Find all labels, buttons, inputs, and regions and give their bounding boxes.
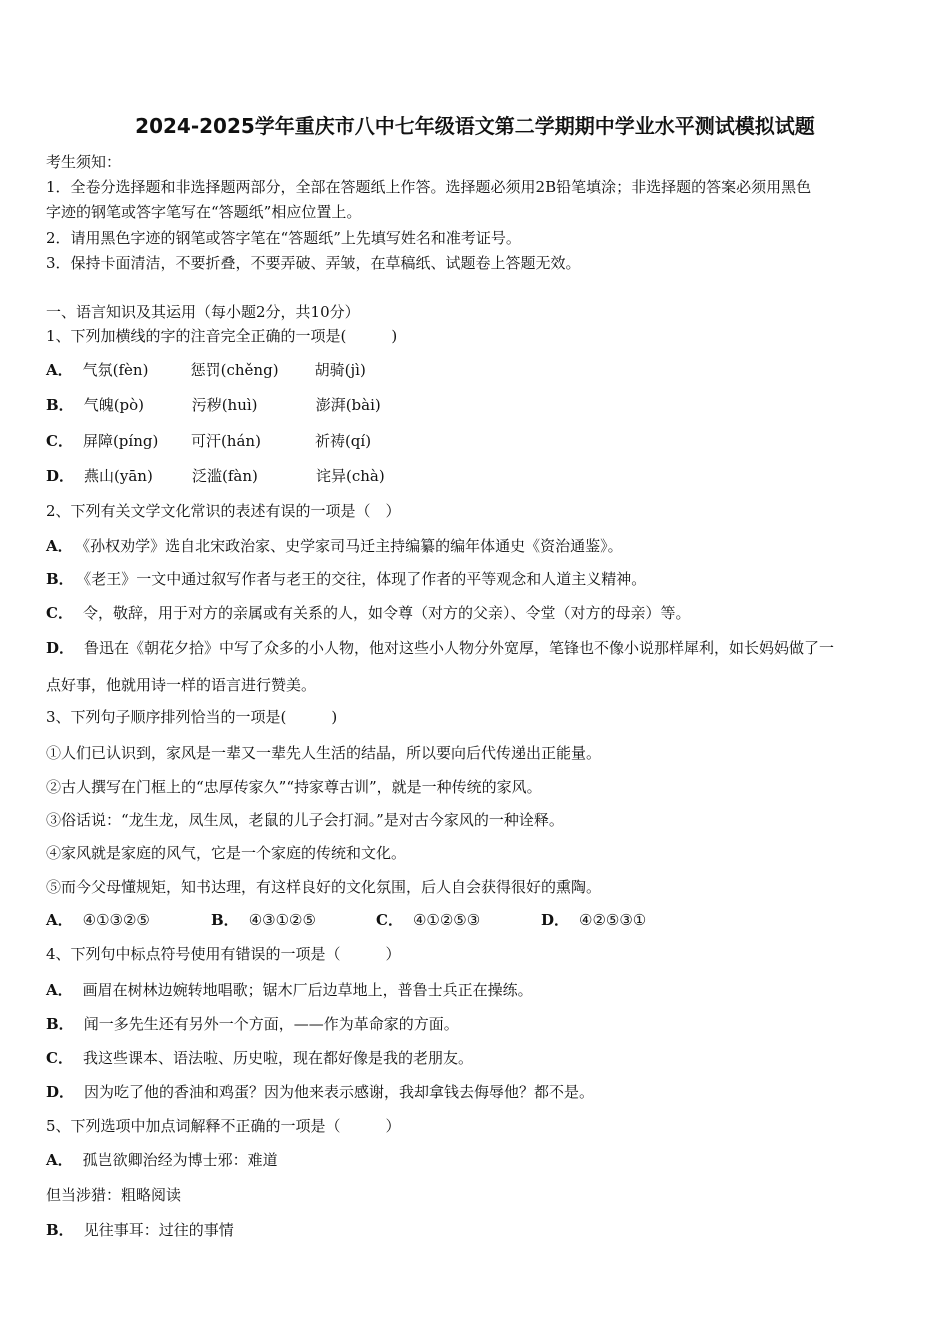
option-text: 见往事耳：过往的事情 bbox=[83, 1221, 234, 1239]
option-label: A． bbox=[46, 911, 73, 929]
option-row bbox=[46, 1185, 181, 1205]
option-row bbox=[46, 980, 533, 1000]
option-item: 祈祷(qí) bbox=[314, 432, 372, 450]
option-item: 诧异(chà) bbox=[316, 467, 385, 485]
option-item: 可汗(hán) bbox=[190, 432, 261, 450]
option-label: B． bbox=[46, 1015, 74, 1033]
option-label: C． bbox=[46, 604, 73, 622]
question-stem: 3、下列句子顺序排列恰当的一项是( ) bbox=[46, 708, 338, 726]
notice-item: 2．请用黑色字迹的钢笔或答字笔在“答题纸”上先填写姓名和准考证号。 bbox=[46, 229, 521, 247]
option-label: A． bbox=[46, 1151, 73, 1169]
sentence: ②古人撰写在门框上的“忠厚传家久”“持家尊古训”，就是一种传统的家风。 bbox=[46, 778, 542, 796]
option-label: D． bbox=[46, 639, 75, 657]
question-stem: 2、下列有关文学文化常识的表述有误的一项是（ ） bbox=[46, 502, 401, 520]
option-text: 《孙权劝学》选自北宋政治家、史学家司马迁主持编纂的编年体通史《资治通鉴》。 bbox=[82, 537, 623, 555]
option-text: ④③①②⑤ bbox=[248, 911, 316, 929]
option-label: D． bbox=[541, 911, 570, 929]
notice-heading: 考生须知： bbox=[46, 153, 122, 171]
option-row bbox=[46, 638, 834, 658]
notice-item: 字迹的钢笔或答字笔写在“答题纸”相应位置上。 bbox=[46, 203, 362, 221]
option-continuation: 点好事，他就用诗一样的语言进行赞美。 bbox=[46, 676, 317, 694]
option-row bbox=[46, 569, 646, 589]
option-text: 但当涉猎：粗略阅读 bbox=[46, 1186, 182, 1204]
option-label: C． bbox=[376, 911, 403, 929]
option bbox=[211, 910, 376, 930]
option-item: 胡骑(jì) bbox=[314, 361, 366, 379]
option-label: B． bbox=[211, 911, 239, 929]
option-row bbox=[46, 1150, 278, 1170]
option-label: D． bbox=[46, 1083, 75, 1101]
option-row bbox=[46, 395, 381, 415]
exam-title: 2024-2025学年重庆市八中七年级语文第二学期期中学业水平测试模拟试题 bbox=[135, 114, 815, 138]
option-row bbox=[46, 1014, 459, 1034]
option-label: A． bbox=[46, 361, 73, 379]
sentence: ③俗话说：“龙生龙，凤生凤，老鼠的儿子会打洞。”是对古今家风的一种诠释。 bbox=[46, 811, 564, 829]
option-item: 燕山(yān) bbox=[84, 467, 153, 485]
option-item: 泛滥(fàn) bbox=[192, 467, 258, 485]
option-row bbox=[46, 536, 623, 556]
option bbox=[46, 910, 211, 930]
option-row bbox=[46, 466, 385, 486]
section-heading: 一、语言知识及其运用（每小题2分，共10分） bbox=[46, 303, 360, 321]
option bbox=[376, 910, 541, 930]
question-stem: 4、下列句中标点符号使用有错误的一项是（ ） bbox=[46, 945, 401, 963]
option-row bbox=[46, 1082, 594, 1102]
option-label: A． bbox=[46, 537, 73, 555]
option-text: 闻一多先生还有另外一个方面，——作为革命家的方面。 bbox=[83, 1015, 459, 1033]
option-text: 画眉在树林边婉转地唱歌；锯木厂后边草地上，普鲁士兵正在操练。 bbox=[82, 981, 533, 999]
option-item: 澎湃(bài) bbox=[315, 396, 381, 414]
sentence: ④家风就是家庭的风气，它是一个家庭的传统和文化。 bbox=[46, 844, 407, 862]
option-text: ④①②⑤③ bbox=[412, 911, 481, 929]
option-label: B． bbox=[46, 396, 74, 414]
option-text: 《老王》一文中通过叙写作者与老王的交往，体现了作者的平等观念和人道主义精神。 bbox=[83, 570, 647, 588]
option-text: 令，敬辞，用于对方的亲属或有关系的人，如令尊（对方的父亲）、令堂（对方的母亲）等。 bbox=[82, 604, 691, 622]
notice-item: 3．保持卡面清洁，不要折叠，不要弄破、弄皱，在草稿纸、试题卷上答题无效。 bbox=[46, 254, 581, 272]
option-row bbox=[46, 603, 690, 623]
option-text: ④①③②⑤ bbox=[82, 911, 150, 929]
option-row bbox=[46, 1220, 234, 1240]
option-label: B． bbox=[46, 570, 74, 588]
option-item: 屏障(píng) bbox=[82, 432, 159, 450]
option-row bbox=[46, 360, 366, 380]
option-label: C． bbox=[46, 1049, 73, 1067]
sentence: ①人们已认识到，家风是一辈又一辈先人生活的结晶，所以要向后代传递出正能量。 bbox=[46, 744, 602, 762]
option-text: 孤岂欲卿治经为博士邪：难道 bbox=[82, 1151, 278, 1169]
option-item: 气魄(pò) bbox=[83, 396, 145, 414]
option-text: 我这些课本、语法啦、历史啦，现在都好像是我的老朋友。 bbox=[82, 1049, 473, 1067]
question-stem: 5、下列选项中加点词解释不正确的一项是（ ） bbox=[46, 1117, 401, 1135]
option-label: D． bbox=[46, 467, 75, 485]
notice-item: 1．全卷分选择题和非选择题两部分，全部在答题纸上作答。选择题必须用2B铅笔填涂；非选择题的答案必须用黑色 bbox=[46, 178, 812, 196]
sentence: ⑤而今父母懂规矩，知书达理，有这样良好的文化氛围，后人自会获得很好的熏陶。 bbox=[46, 878, 602, 896]
option-row bbox=[46, 431, 371, 451]
option bbox=[541, 910, 706, 930]
option-text: ④②⑤③① bbox=[579, 911, 647, 929]
option-item: 污秽(huì) bbox=[191, 396, 258, 414]
option-row bbox=[46, 1048, 473, 1068]
option-item: 惩罚(chěng) bbox=[190, 361, 279, 379]
option-item: 气氛(fèn) bbox=[82, 361, 149, 379]
option-label: B． bbox=[46, 1221, 74, 1239]
option-label: A． bbox=[46, 981, 73, 999]
option-text: 鲁迅在《朝花夕拾》中写了众多的小人物，他对这些小人物分外宽厚，笔锋也不像小说那样犀利，如长妈妈做了一 bbox=[84, 639, 835, 657]
option-row bbox=[46, 910, 706, 930]
option-label: C． bbox=[46, 432, 73, 450]
option-text: 因为吃了他的香油和鸡蛋？因为他来表示感谢，我却拿钱去侮辱他？都不是。 bbox=[84, 1083, 595, 1101]
question-stem: 1、下列加横线的字的注音完全正确的一项是( ) bbox=[46, 327, 398, 345]
